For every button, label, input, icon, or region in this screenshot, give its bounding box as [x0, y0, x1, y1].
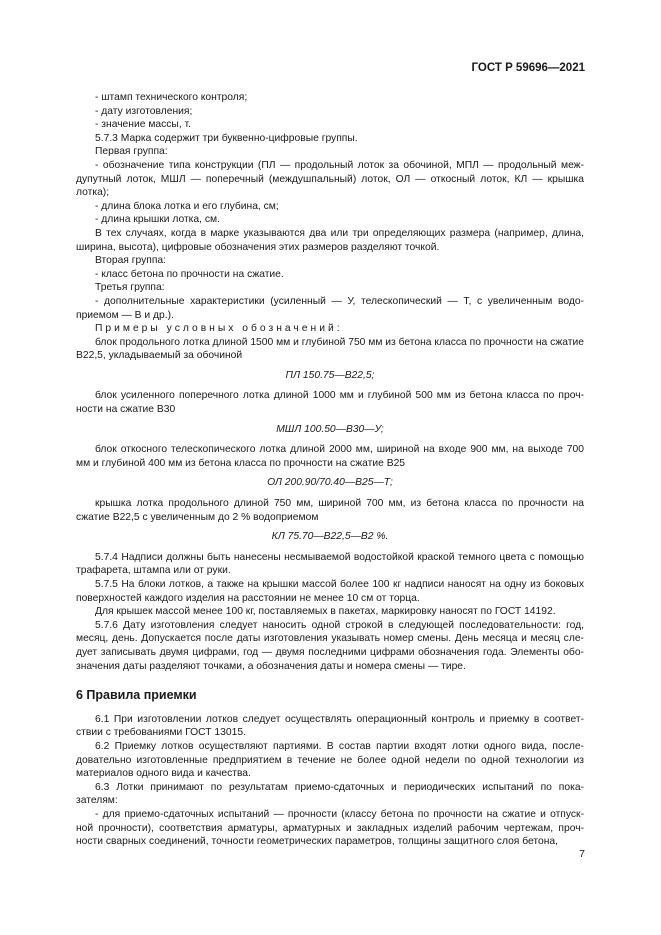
- designation-example: КЛ 75.70—В22,5—В2 %.: [271, 531, 389, 543]
- paragraph: блок усиленного поперечного лотка длиной 1000 мм и глубиной 500 мм из бетона класса по проч-ности на сжатие В30: [76, 390, 584, 416]
- paragraph: 5.7.4 Надписи должны быть нанесены несмываемой водостойкой краской темного цвета с помощью трафарета, штампа или от руки.: [76, 551, 584, 577]
- paragraph: 5.7.6 Дату изготовления следует наносить одной строкой в следующей последовательности: год, месяц, день. Допускается после даты изготовления указывать номер смены. День месяца и месяц сле-дует записывать двумя цифрами, год — двумя последними цифрами обозначения года. Элементы обо-значения даты разделяют точками, а обозначения даты и номера смены — тире.: [76, 619, 584, 672]
- paragraph: - дату изготовления;: [95, 105, 193, 117]
- paragraph: 6.3 Лотки принимают по результатам приемо-сдаточных и периодических испытаний по пока-зателям:: [76, 781, 584, 807]
- paragraph: - штамп технического контроля;: [95, 92, 248, 103]
- section-heading: 6 Правила приемки: [76, 688, 197, 703]
- document-body: [76, 91, 584, 849]
- designation-example: ОЛ 200.90/70.40—В25—Т;: [267, 477, 393, 489]
- paragraph: блок продольного лотка длиной 1500 мм и глубиной 750 мм из бетона класса по прочности на сжатие В22,5, укладываемый за обочиной: [76, 336, 584, 362]
- examples-heading: Примеры условных обозначений:: [95, 323, 343, 335]
- paragraph: В тех случаях, когда в марке указываются два или три определяющих размера (например, длина, ширина, высота), цифровые обозначения этих размеров разделяют точкой.: [76, 227, 584, 253]
- page-number: 7: [579, 848, 585, 860]
- paragraph: Вторая группа:: [95, 255, 166, 267]
- paragraph: 5.7.5 На блоки лотков, а также на крышки массой более 100 кг надписи наносят на одну из боковых поверхностей каждого изделия на расстоянии не менее 10 см от торца.: [76, 579, 584, 604]
- paragraph: блок откосного телескопического лотка длиной 2000 мм, шириной на входе 900 мм, на выходе 700 мм и глубиной 400 мм из бетона класса по прочности на сжатие В25: [76, 444, 584, 469]
- paragraph: - дополнительные характеристики (усиленный — У, телескопический — Т, с увеличенным водо-приемом — В и др.).: [76, 295, 584, 321]
- document-header: ГОСТ Р 59696—2021: [471, 62, 585, 74]
- paragraph: - длина крышки лотка, см.: [95, 214, 220, 226]
- paragraph: 6.2 Приемку лотков осуществляют партиями. В состав партии входят лотки одного вида, после-довательно изготовленные предприятием в течение не более одной недели по одной технологии из материалов одного вида и качества.: [76, 740, 584, 780]
- paragraph: - длина блока лотка и его глубина, см;: [95, 200, 279, 212]
- paragraph: 5.7.3 Марка содержит три буквенно-цифровые группы.: [95, 132, 358, 144]
- paragraph: - для приемо-сдаточных испытаний — прочности (классу бетона по прочности на сжатие и отпуск-ной прочности), соответствия арматуры, арматурных и закладных изделий рабочим чертежам, проч-ности сварных соединений, точности геометрических параметров, толщины защитного слоя бетона,: [76, 808, 584, 848]
- paragraph: - класс бетона по прочности на сжатие.: [95, 268, 284, 280]
- designation-example: МШЛ 100.50—В30—У;: [276, 423, 384, 435]
- paragraph: - значение массы, т.: [95, 119, 191, 131]
- paragraph: Первая группа:: [95, 146, 168, 158]
- designation-example: ПЛ 150.75—В22,5;: [285, 369, 375, 381]
- paragraph: 6.1 При изготовлении лотков следует осуществлять операционный контроль и приемку в соответ-ствии с требованиями ГОСТ 13015.: [76, 713, 584, 739]
- paragraph: Для крышек массой менее 100 кг, поставляемых в пакетах, маркировку наносят по ГОСТ 14192.: [95, 606, 556, 618]
- paragraph: крышка лотка продольного длиной 750 мм, шириной 700 мм, из бетона класса по прочности на сжатие В22,5 с увеличенным до 2 % водоприемом: [76, 498, 584, 523]
- paragraph: Третья группа:: [95, 282, 165, 294]
- paragraph: - обозначение типа конструкции (ПЛ — продольный лоток за обочиной, МПЛ — продольный меж-дупутный лоток, МШЛ — поперечный (междушпальный) лоток, ОЛ — откосный лоток, КЛ — крышка лотка);: [76, 159, 584, 199]
